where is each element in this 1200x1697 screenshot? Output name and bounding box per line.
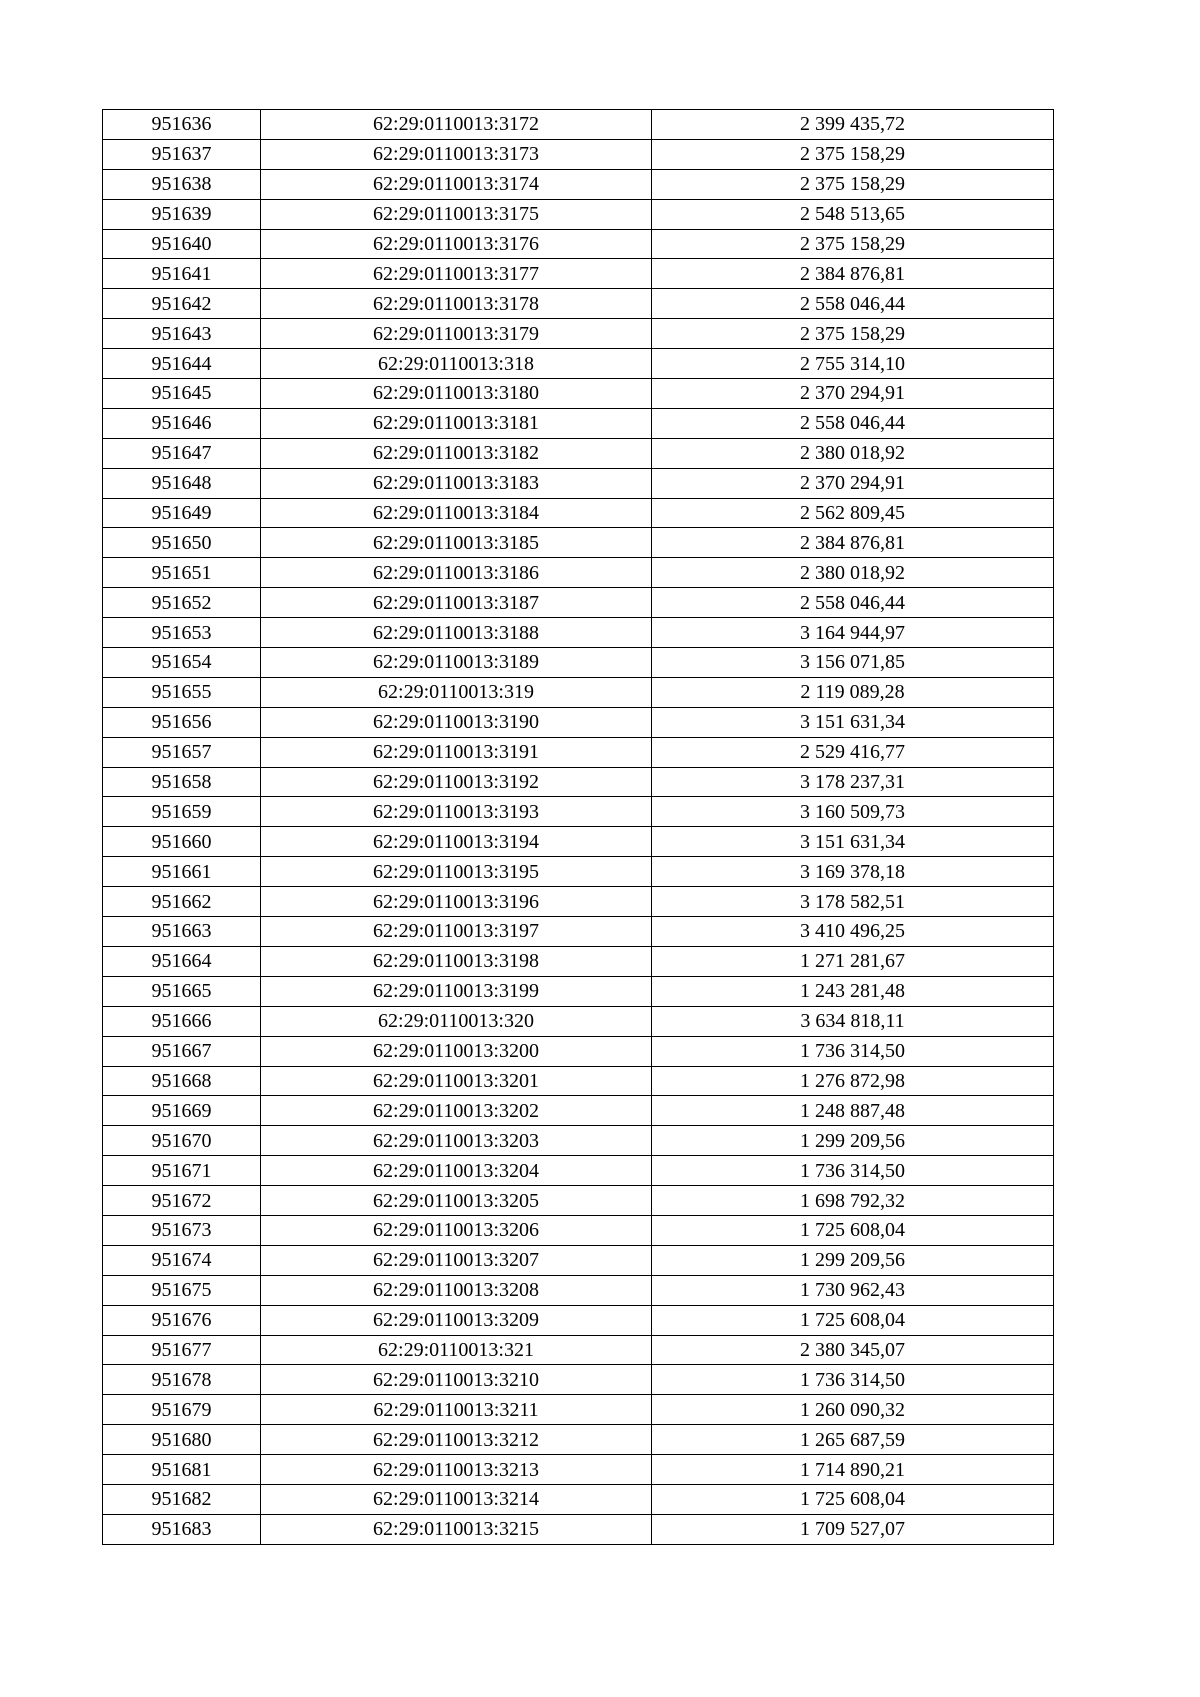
cadastral-number-cell: 62:29:0110013:3184 [261,498,652,528]
table-row [103,588,1054,618]
cadastral-number-cell: 62:29:0110013:3183 [261,468,652,498]
table-row [103,1066,1054,1096]
table-row [103,1245,1054,1275]
table-row [103,707,1054,737]
cadastral-value-cell: 2 380 018,92 [652,438,1054,468]
table-body [103,110,1054,1545]
row-number-cell: 951666 [103,1006,261,1036]
table-row [103,408,1054,438]
cadastral-number-cell: 62:29:0110013:3177 [261,259,652,289]
cadastral-number-cell: 62:29:0110013:3204 [261,1156,652,1186]
table-row [103,1455,1054,1485]
row-number-cell: 951647 [103,438,261,468]
row-number-cell: 951663 [103,917,261,947]
cadastral-value-cell: 3 151 631,34 [652,707,1054,737]
row-number-cell: 951659 [103,797,261,827]
cadastral-number-cell: 62:29:0110013:3172 [261,110,652,140]
table-row [103,767,1054,797]
cadastral-number-cell: 62:29:0110013:3180 [261,379,652,409]
cadastral-number-cell: 62:29:0110013:321 [261,1335,652,1365]
table-row [103,1156,1054,1186]
table-row [103,199,1054,229]
cadastral-value-cell: 2 558 046,44 [652,408,1054,438]
cadastral-value-cell: 1 260 090,32 [652,1395,1054,1425]
cadastral-value-cell: 3 169 378,18 [652,857,1054,887]
cadastral-value-cell: 2 558 046,44 [652,289,1054,319]
cadastral-number-cell: 62:29:0110013:3205 [261,1186,652,1216]
row-number-cell: 951665 [103,976,261,1006]
cadastral-value-cell: 3 156 071,85 [652,648,1054,678]
row-number-cell: 951636 [103,110,261,140]
row-number-cell: 951654 [103,648,261,678]
row-number-cell: 951638 [103,169,261,199]
row-number-cell: 951656 [103,707,261,737]
cadastral-value-cell: 1 736 314,50 [652,1036,1054,1066]
cadastral-value-cell: 3 151 631,34 [652,827,1054,857]
cadastral-value-cell: 3 634 818,11 [652,1006,1054,1036]
row-number-cell: 951637 [103,139,261,169]
row-number-cell: 951644 [103,349,261,379]
cadastral-value-cell: 3 178 582,51 [652,887,1054,917]
cadastral-number-cell: 62:29:0110013:3187 [261,588,652,618]
cadastral-number-cell: 62:29:0110013:3203 [261,1126,652,1156]
cadastral-number-cell: 62:29:0110013:3198 [261,946,652,976]
row-number-cell: 951682 [103,1484,261,1514]
cadastral-number-cell: 62:29:0110013:3200 [261,1036,652,1066]
table-row [103,946,1054,976]
table-row [103,917,1054,947]
cadastral-value-cell: 1 698 792,32 [652,1186,1054,1216]
cadastral-number-cell: 62:29:0110013:3196 [261,887,652,917]
cadastral-value-cell: 2 119 089,28 [652,677,1054,707]
row-number-cell: 951677 [103,1335,261,1365]
row-number-cell: 951671 [103,1156,261,1186]
row-number-cell: 951670 [103,1126,261,1156]
row-number-cell: 951676 [103,1305,261,1335]
cadastral-number-cell: 62:29:0110013:319 [261,677,652,707]
cadastral-number-cell: 62:29:0110013:318 [261,349,652,379]
row-number-cell: 951641 [103,259,261,289]
cadastral-value-cell: 3 410 496,25 [652,917,1054,947]
cadastral-value-cell: 2 375 158,29 [652,169,1054,199]
row-number-cell: 951678 [103,1365,261,1395]
cadastral-value-cell: 2 399 435,72 [652,110,1054,140]
cadastral-value-cell: 2 562 809,45 [652,498,1054,528]
cadastral-value-cell: 2 384 876,81 [652,528,1054,558]
table-row [103,1305,1054,1335]
row-number-cell: 951650 [103,528,261,558]
cadastral-number-cell: 62:29:0110013:3194 [261,827,652,857]
row-number-cell: 951680 [103,1425,261,1455]
cadastral-value-cell: 2 375 158,29 [652,319,1054,349]
cadastral-value-cell: 1 709 527,07 [652,1514,1054,1544]
cadastral-value-cell: 3 164 944,97 [652,618,1054,648]
cadastral-number-cell: 62:29:0110013:3199 [261,976,652,1006]
cadastral-number-cell: 62:29:0110013:3182 [261,438,652,468]
row-number-cell: 951651 [103,558,261,588]
row-number-cell: 951652 [103,588,261,618]
cadastral-number-cell: 62:29:0110013:3185 [261,528,652,558]
table-row [103,1215,1054,1245]
table-row [103,1335,1054,1365]
table-row [103,319,1054,349]
cadastral-value-cell: 1 299 209,56 [652,1245,1054,1275]
row-number-cell: 951675 [103,1275,261,1305]
cadastral-value-cell: 2 370 294,91 [652,468,1054,498]
cadastral-number-cell: 62:29:0110013:3178 [261,289,652,319]
cadastral-number-cell: 62:29:0110013:3213 [261,1455,652,1485]
cadastral-number-cell: 62:29:0110013:3174 [261,169,652,199]
cadastral-number-cell: 62:29:0110013:3188 [261,618,652,648]
row-number-cell: 951668 [103,1066,261,1096]
cadastral-value-cell: 1 276 872,98 [652,1066,1054,1096]
table-row [103,438,1054,468]
cadastral-number-cell: 62:29:0110013:3173 [261,139,652,169]
row-number-cell: 951669 [103,1096,261,1126]
table-row [103,648,1054,678]
row-number-cell: 951645 [103,379,261,409]
table-row [103,677,1054,707]
row-number-cell: 951667 [103,1036,261,1066]
cadastral-number-cell: 62:29:0110013:3186 [261,558,652,588]
row-number-cell: 951672 [103,1186,261,1216]
cadastral-number-cell: 62:29:0110013:3189 [261,648,652,678]
table-row [103,737,1054,767]
table-row [103,558,1054,588]
cadastral-value-cell: 1 725 608,04 [652,1305,1054,1335]
row-number-cell: 951673 [103,1215,261,1245]
table-row [103,976,1054,1006]
row-number-cell: 951664 [103,946,261,976]
table-row [103,1425,1054,1455]
cadastral-number-cell: 62:29:0110013:3201 [261,1066,652,1096]
cadastral-number-cell: 62:29:0110013:3192 [261,767,652,797]
table-row [103,169,1054,199]
cadastral-number-cell: 62:29:0110013:3179 [261,319,652,349]
cadastral-value-cell: 2 375 158,29 [652,229,1054,259]
table-row [103,528,1054,558]
table-row [103,1365,1054,1395]
cadastral-number-cell: 62:29:0110013:3212 [261,1425,652,1455]
table-row [103,259,1054,289]
cadastral-number-cell: 62:29:0110013:3197 [261,917,652,947]
cadastral-number-cell: 62:29:0110013:3181 [261,408,652,438]
table-row [103,1006,1054,1036]
cadastral-number-cell: 62:29:0110013:3190 [261,707,652,737]
cadastral-value-cell: 1 736 314,50 [652,1365,1054,1395]
cadastral-value-cell: 2 380 345,07 [652,1335,1054,1365]
table-row [103,887,1054,917]
row-number-cell: 951674 [103,1245,261,1275]
table-row [103,1036,1054,1066]
cadastral-number-cell: 62:29:0110013:3208 [261,1275,652,1305]
row-number-cell: 951679 [103,1395,261,1425]
cadastral-number-cell: 62:29:0110013:3202 [261,1096,652,1126]
row-number-cell: 951642 [103,289,261,319]
row-number-cell: 951657 [103,737,261,767]
table-row [103,289,1054,319]
cadastral-value-cell: 2 558 046,44 [652,588,1054,618]
cadastral-value-cell: 1 265 687,59 [652,1425,1054,1455]
row-number-cell: 951646 [103,408,261,438]
cadastral-value-cell: 1 736 314,50 [652,1156,1054,1186]
table-row [103,1186,1054,1216]
cadastral-value-cell: 1 725 608,04 [652,1484,1054,1514]
table-row [103,110,1054,140]
cadastral-value-cell: 2 529 416,77 [652,737,1054,767]
cadastral-value-cell: 1 271 281,67 [652,946,1054,976]
table-row [103,1514,1054,1544]
cadastral-value-cell: 2 380 018,92 [652,558,1054,588]
row-number-cell: 951649 [103,498,261,528]
cadastral-value-cell: 2 755 314,10 [652,349,1054,379]
table-row [103,857,1054,887]
cadastral-value-cell: 3 160 509,73 [652,797,1054,827]
cadastral-value-cell: 1 248 887,48 [652,1096,1054,1126]
cadastral-value-cell: 2 370 294,91 [652,379,1054,409]
row-number-cell: 951643 [103,319,261,349]
table-row [103,797,1054,827]
cadastral-number-cell: 62:29:0110013:3175 [261,199,652,229]
table-row [103,1096,1054,1126]
row-number-cell: 951683 [103,1514,261,1544]
row-number-cell: 951653 [103,618,261,648]
cadastral-number-cell: 62:29:0110013:3176 [261,229,652,259]
table-row [103,1126,1054,1156]
table-row [103,618,1054,648]
table-row [103,1395,1054,1425]
cadastral-number-cell: 62:29:0110013:320 [261,1006,652,1036]
cadastral-value-cell: 2 384 876,81 [652,259,1054,289]
cadastral-number-cell: 62:29:0110013:3215 [261,1514,652,1544]
cadastral-value-cell: 1 299 209,56 [652,1126,1054,1156]
cadastral-value-table [102,109,1054,1545]
table-row [103,229,1054,259]
cadastral-value-cell: 1 725 608,04 [652,1215,1054,1245]
cadastral-value-cell: 2 548 513,65 [652,199,1054,229]
cadastral-number-cell: 62:29:0110013:3193 [261,797,652,827]
cadastral-value-cell: 3 178 237,31 [652,767,1054,797]
row-number-cell: 951640 [103,229,261,259]
row-number-cell: 951681 [103,1455,261,1485]
row-number-cell: 951662 [103,887,261,917]
table-row [103,379,1054,409]
cadastral-number-cell: 62:29:0110013:3206 [261,1215,652,1245]
cadastral-number-cell: 62:29:0110013:3209 [261,1305,652,1335]
table-row [103,498,1054,528]
cadastral-number-cell: 62:29:0110013:3214 [261,1484,652,1514]
row-number-cell: 951660 [103,827,261,857]
table-row [103,827,1054,857]
table-row [103,349,1054,379]
row-number-cell: 951648 [103,468,261,498]
table-row [103,1275,1054,1305]
cadastral-number-cell: 62:29:0110013:3210 [261,1365,652,1395]
table-row [103,1484,1054,1514]
table-row [103,139,1054,169]
cadastral-value-cell: 2 375 158,29 [652,139,1054,169]
cadastral-value-cell: 1 714 890,21 [652,1455,1054,1485]
cadastral-number-cell: 62:29:0110013:3195 [261,857,652,887]
row-number-cell: 951661 [103,857,261,887]
cadastral-value-cell: 1 243 281,48 [652,976,1054,1006]
row-number-cell: 951658 [103,767,261,797]
row-number-cell: 951655 [103,677,261,707]
cadastral-number-cell: 62:29:0110013:3207 [261,1245,652,1275]
table-row [103,468,1054,498]
row-number-cell: 951639 [103,199,261,229]
cadastral-number-cell: 62:29:0110013:3211 [261,1395,652,1425]
cadastral-value-cell: 1 730 962,43 [652,1275,1054,1305]
cadastral-number-cell: 62:29:0110013:3191 [261,737,652,767]
